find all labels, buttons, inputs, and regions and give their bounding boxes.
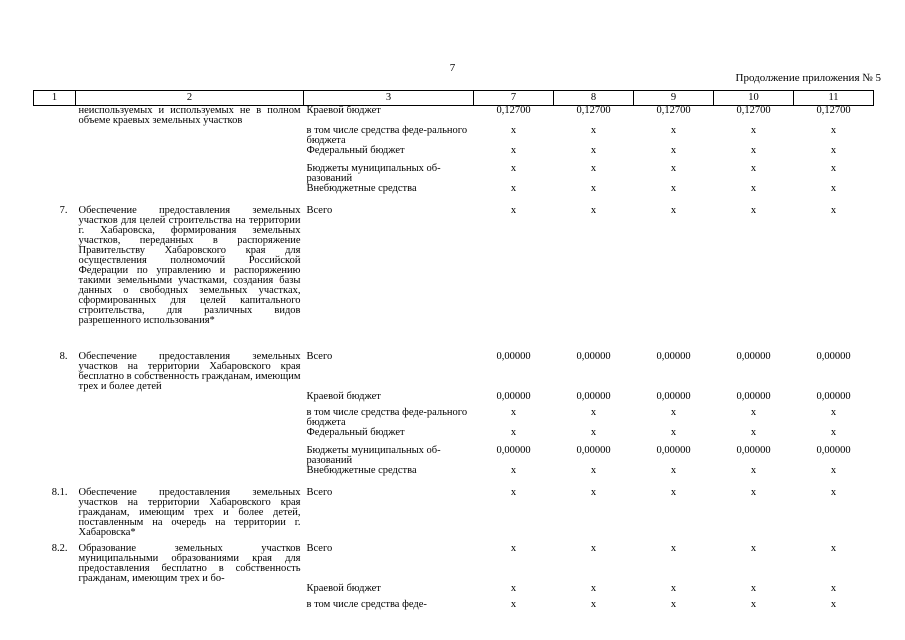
row-description xyxy=(76,146,304,164)
table-row xyxy=(34,446,874,466)
value-cell: х xyxy=(830,583,837,594)
funding-source: Внебюджетные средства xyxy=(306,183,417,194)
value-cell: 0,00000 xyxy=(576,351,611,362)
value-cell: х xyxy=(830,599,837,610)
value-cell: х xyxy=(590,183,597,194)
funding-source: Краевой бюджет xyxy=(306,391,381,402)
value-cell: х xyxy=(670,183,677,194)
value-cell: х xyxy=(590,465,597,476)
value-cell: х xyxy=(510,465,517,476)
value-cell: х xyxy=(670,583,677,594)
column-header: 7 xyxy=(474,91,554,106)
value-cell: х xyxy=(590,163,597,174)
table-row xyxy=(34,106,874,127)
value-cell: х xyxy=(670,599,677,610)
row-description: Обеспечение предоставления земельных участков на территории Хабаровского края гражданам, имеющим трех и более детей, поставленным на очередь на территории г. Хабаровска* xyxy=(78,487,301,538)
row-description: Обеспечение предоставления земельных участков на территории Хабаровского края бесплатно в собственность гражданам, имеющим трех и более детей xyxy=(78,351,301,392)
row-number xyxy=(34,466,76,482)
row-description: Обеспечение предоставления земельных участков для целей строительства на территории г. Хабаровска, формирования земельных участков, переданных в распоряжение Правительству Хабаровского края для осуществления полномочий Российской Федерации по управлению и распоряжению такими земельными участками, создания базы данных о свободных земельных участках, сформированных для целей капитального строительства, для различных видов разрешенного использования* xyxy=(78,205,301,326)
value-cell: х xyxy=(590,487,597,498)
funding-source: Федеральный бюджет xyxy=(306,145,405,156)
budget-table xyxy=(33,90,874,614)
row-description xyxy=(76,446,304,466)
funding-source: Бюджеты муниципальных об-разований xyxy=(306,163,441,184)
funding-source: Всего xyxy=(306,543,333,554)
row-number xyxy=(34,600,76,614)
funding-source: Федеральный бюджет xyxy=(306,427,405,438)
value-cell: х xyxy=(510,599,517,610)
value-cell: х xyxy=(590,407,597,418)
value-cell: х xyxy=(510,163,517,174)
table-row xyxy=(34,428,874,446)
value-cell: х xyxy=(750,205,757,216)
table-header xyxy=(34,91,874,106)
column-header: 9 xyxy=(634,91,714,106)
value-cell: х xyxy=(750,183,757,194)
row-number: 8.2. xyxy=(51,543,68,554)
value-cell: 0,00000 xyxy=(816,445,851,456)
table-row xyxy=(34,600,874,614)
value-cell: х xyxy=(830,407,837,418)
row-description xyxy=(76,408,304,428)
value-cell: 0,12700 xyxy=(816,105,851,116)
column-header: 1 xyxy=(34,91,76,106)
value-cell: 0,00000 xyxy=(656,351,691,362)
value-cell: х xyxy=(830,145,837,156)
row-number xyxy=(34,428,76,446)
value-cell: х xyxy=(510,583,517,594)
value-cell: х xyxy=(590,583,597,594)
value-cell: х xyxy=(750,163,757,174)
value-cell: х xyxy=(510,487,517,498)
value-cell: 0,00000 xyxy=(736,445,771,456)
value-cell: х xyxy=(590,125,597,136)
row-number xyxy=(34,126,76,146)
row-number: 7. xyxy=(59,205,68,216)
row-number: 8. xyxy=(59,351,68,362)
value-cell: х xyxy=(670,205,677,216)
value-cell: х xyxy=(590,427,597,438)
table-row xyxy=(34,466,874,482)
row-number xyxy=(34,584,76,600)
value-cell: х xyxy=(670,487,677,498)
funding-source: в том числе средства феде- xyxy=(306,599,427,610)
row-description xyxy=(76,392,304,408)
value-cell: 0,00000 xyxy=(496,445,531,456)
table-row xyxy=(34,184,874,200)
row-number xyxy=(34,164,76,184)
value-cell: х xyxy=(750,427,757,438)
value-cell: 0,00000 xyxy=(496,351,531,362)
value-cell: х xyxy=(830,163,837,174)
table-row xyxy=(34,346,874,392)
funding-source: Бюджеты муниципальных об-разований xyxy=(306,445,441,466)
value-cell: 0,12700 xyxy=(576,105,611,116)
value-cell: х xyxy=(830,487,837,498)
row-number xyxy=(34,408,76,428)
table-body xyxy=(34,106,874,615)
value-cell: х xyxy=(750,599,757,610)
row-description xyxy=(76,164,304,184)
value-cell: 0,00000 xyxy=(576,445,611,456)
value-cell: х xyxy=(830,427,837,438)
value-cell: х xyxy=(510,183,517,194)
funding-source: Всего xyxy=(306,205,333,216)
row-number: 8.1. xyxy=(51,487,68,498)
row-description xyxy=(76,466,304,482)
value-cell: 0,00000 xyxy=(656,391,691,402)
value-cell: х xyxy=(830,125,837,136)
value-cell: 0,12700 xyxy=(496,105,531,116)
value-cell: х xyxy=(590,145,597,156)
value-cell: 0,00000 xyxy=(736,351,771,362)
row-number xyxy=(34,392,76,408)
value-cell: х xyxy=(750,465,757,476)
column-header: 10 xyxy=(714,91,794,106)
value-cell: 0,12700 xyxy=(736,105,771,116)
value-cell: х xyxy=(510,543,517,554)
row-description xyxy=(76,600,304,614)
value-cell: х xyxy=(750,583,757,594)
value-cell: х xyxy=(670,407,677,418)
column-header: 3 xyxy=(304,91,474,106)
value-cell: х xyxy=(830,465,837,476)
row-description xyxy=(76,584,304,600)
funding-source: Краевой бюджет xyxy=(306,105,381,116)
column-header: 8 xyxy=(554,91,634,106)
value-cell: х xyxy=(510,145,517,156)
value-cell: х xyxy=(830,205,837,216)
row-description: неиспользуемых и используемых не в полном объеме краевых земельных участков xyxy=(78,105,301,126)
row-number xyxy=(34,146,76,164)
value-cell: х xyxy=(670,163,677,174)
value-cell: х xyxy=(830,183,837,194)
funding-source: Краевой бюджет xyxy=(306,583,381,594)
value-cell: х xyxy=(670,145,677,156)
value-cell: х xyxy=(830,543,837,554)
value-cell: х xyxy=(590,205,597,216)
row-number xyxy=(34,184,76,200)
value-cell: х xyxy=(670,125,677,136)
value-cell: х xyxy=(510,407,517,418)
table-row xyxy=(34,482,874,538)
table-row xyxy=(34,200,874,346)
value-cell: х xyxy=(750,125,757,136)
row-description xyxy=(76,428,304,446)
value-cell: х xyxy=(590,543,597,554)
table-row xyxy=(34,392,874,408)
value-cell: х xyxy=(670,543,677,554)
value-cell: х xyxy=(670,465,677,476)
value-cell: 0,00000 xyxy=(576,391,611,402)
value-cell: х xyxy=(750,407,757,418)
value-cell: х xyxy=(590,599,597,610)
value-cell: 0,12700 xyxy=(656,105,691,116)
row-number xyxy=(34,106,76,127)
table-row xyxy=(34,146,874,164)
table-row xyxy=(34,538,874,584)
funding-source: Всего xyxy=(306,487,333,498)
row-description xyxy=(76,126,304,146)
funding-source: Внебюджетные средства xyxy=(306,465,417,476)
value-cell: 0,00000 xyxy=(736,391,771,402)
page-number: 7 xyxy=(449,62,456,74)
column-header: 2 xyxy=(76,91,304,106)
funding-source: в том числе средства феде-ральнoго бюджета xyxy=(306,125,468,146)
funding-source: в том числе средства феде-рального бюджета xyxy=(306,407,468,428)
value-cell: 0,00000 xyxy=(816,391,851,402)
value-cell: 0,00000 xyxy=(496,391,531,402)
column-header: 11 xyxy=(794,91,874,106)
row-description: Образование земельных участков муниципальными образованиями края для предоставления бесплатно в собственность гражданам, имеющим трех и бо- xyxy=(78,543,301,584)
value-cell: х xyxy=(510,125,517,136)
value-cell: х xyxy=(750,543,757,554)
funding-source: Всего xyxy=(306,351,333,362)
value-cell: х xyxy=(510,427,517,438)
value-cell: х xyxy=(670,427,677,438)
row-description xyxy=(76,184,304,200)
appendix-note: Продолжение приложения № 5 xyxy=(735,72,881,84)
value-cell: 0,00000 xyxy=(816,351,851,362)
value-cell: х xyxy=(750,145,757,156)
row-number xyxy=(34,446,76,466)
table-row xyxy=(34,584,874,600)
value-cell: х xyxy=(750,487,757,498)
table-row xyxy=(34,408,874,428)
table-row xyxy=(34,164,874,184)
value-cell: 0,00000 xyxy=(656,445,691,456)
table-row xyxy=(34,126,874,146)
value-cell: х xyxy=(510,205,517,216)
